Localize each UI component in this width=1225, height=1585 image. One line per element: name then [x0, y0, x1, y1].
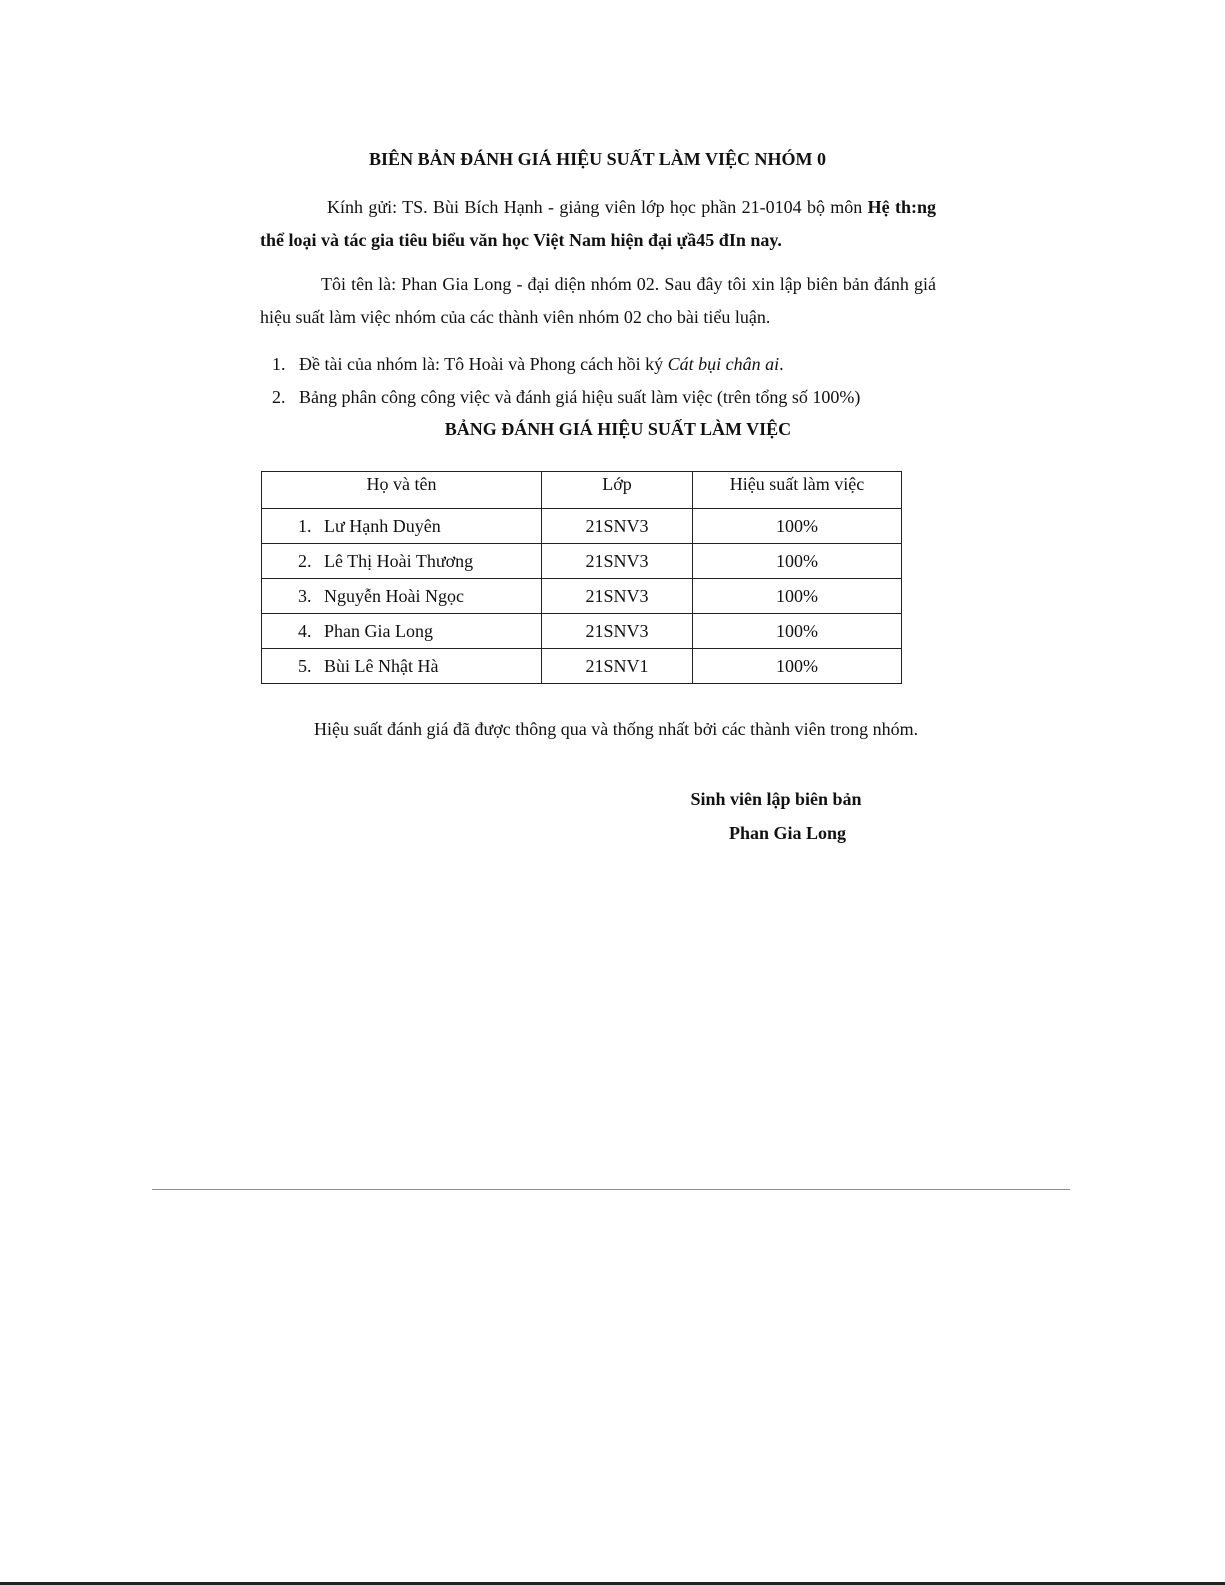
header-name: Họ và tên — [262, 472, 542, 509]
member-performance: 100% — [693, 544, 902, 579]
recipient-paragraph — [260, 191, 936, 257]
conclusion-paragraph: Hiệu suất đánh giá đã được thông qua và thống nhất bởi các thành viên trong nhóm. — [314, 719, 919, 739]
list-item-number: 2. — [272, 387, 286, 407]
member-name: Phan Gia Long — [324, 620, 433, 641]
member-name-cell — [262, 649, 542, 684]
row-number: 4. — [298, 620, 312, 641]
table-row — [262, 579, 902, 614]
member-name: Bùi Lê Nhật Hà — [324, 655, 439, 676]
member-performance: 100% — [693, 509, 902, 544]
member-class: 21SNV3 — [542, 579, 693, 614]
table-row — [262, 614, 902, 649]
member-performance: 100% — [693, 649, 902, 684]
list-item-text: Đề tài của nhóm là: Tô Hoài và Phong cách hồi ký — [299, 354, 668, 374]
signature-block — [676, 782, 876, 850]
course-name: Hệ th:ng thể loại và tác gia tiêu biểu văn học Việt Nam hiện đại ựầ45 đIn nay. — [260, 197, 937, 250]
recipient-prefix: Kính gửi: TS. Bùi Bích Hạnh - giảng viên lớp học phần 21-0104 bộ môn — [327, 197, 868, 217]
table-header-row — [262, 472, 902, 509]
signature-name: Phan Gia Long — [728, 823, 847, 843]
list-item-suffix: . — [779, 354, 784, 374]
member-name: Nguyễn Hoài Ngọc — [324, 585, 464, 606]
member-class: 21SNV1 — [542, 649, 693, 684]
intro-paragraph: Tôi tên là: Phan Gia Long - đại diện nhóm 02. Sau đây tôi xin lập biên bản đánh giá hiệu suất làm việc nhóm của các thành viên nhóm 02 cho bài tiểu luận. — [260, 274, 936, 327]
table-title: BẢNG ĐÁNH GIÁ HIỆU SUẤT LÀM VIỆC — [444, 419, 792, 439]
signature-label: Sinh viên lập biên bản — [690, 789, 862, 809]
numbered-list — [272, 348, 952, 414]
member-performance: 100% — [693, 579, 902, 614]
member-name: Lư Hạnh Duyên — [324, 515, 441, 536]
evaluation-table — [261, 471, 902, 684]
member-name: Lê Thị Hoài Thương — [324, 550, 474, 571]
list-item-text: Bảng phân công công việc và đánh giá hiệu suất làm việc (trên tổng số 100%) — [299, 387, 861, 407]
member-class: 21SNV3 — [542, 614, 693, 649]
member-name-cell — [262, 579, 542, 614]
table-row — [262, 649, 902, 684]
header-performance: Hiệu suất làm việc — [693, 472, 902, 509]
topic-title: Cát bụi chân ai — [667, 354, 780, 374]
row-number: 3. — [298, 585, 312, 606]
document-title: BIÊN BẢN ĐÁNH GIÁ HIỆU SUẤT LÀM VIỆC NHÓM 0 — [369, 149, 826, 169]
list-item-assignment — [272, 381, 952, 414]
row-number: 5. — [298, 655, 312, 676]
table-row — [262, 509, 902, 544]
row-number: 2. — [298, 550, 312, 571]
row-number: 1. — [298, 515, 312, 536]
table-row — [262, 544, 902, 579]
page-break-divider — [152, 1189, 1070, 1190]
member-class: 21SNV3 — [542, 544, 693, 579]
list-item-number: 1. — [272, 354, 286, 374]
member-name-cell — [262, 509, 542, 544]
member-name-cell — [262, 544, 542, 579]
member-name-cell — [262, 614, 542, 649]
member-performance: 100% — [693, 614, 902, 649]
member-class: 21SNV3 — [542, 509, 693, 544]
header-class: Lớp — [542, 472, 693, 509]
list-item-topic — [272, 348, 952, 381]
